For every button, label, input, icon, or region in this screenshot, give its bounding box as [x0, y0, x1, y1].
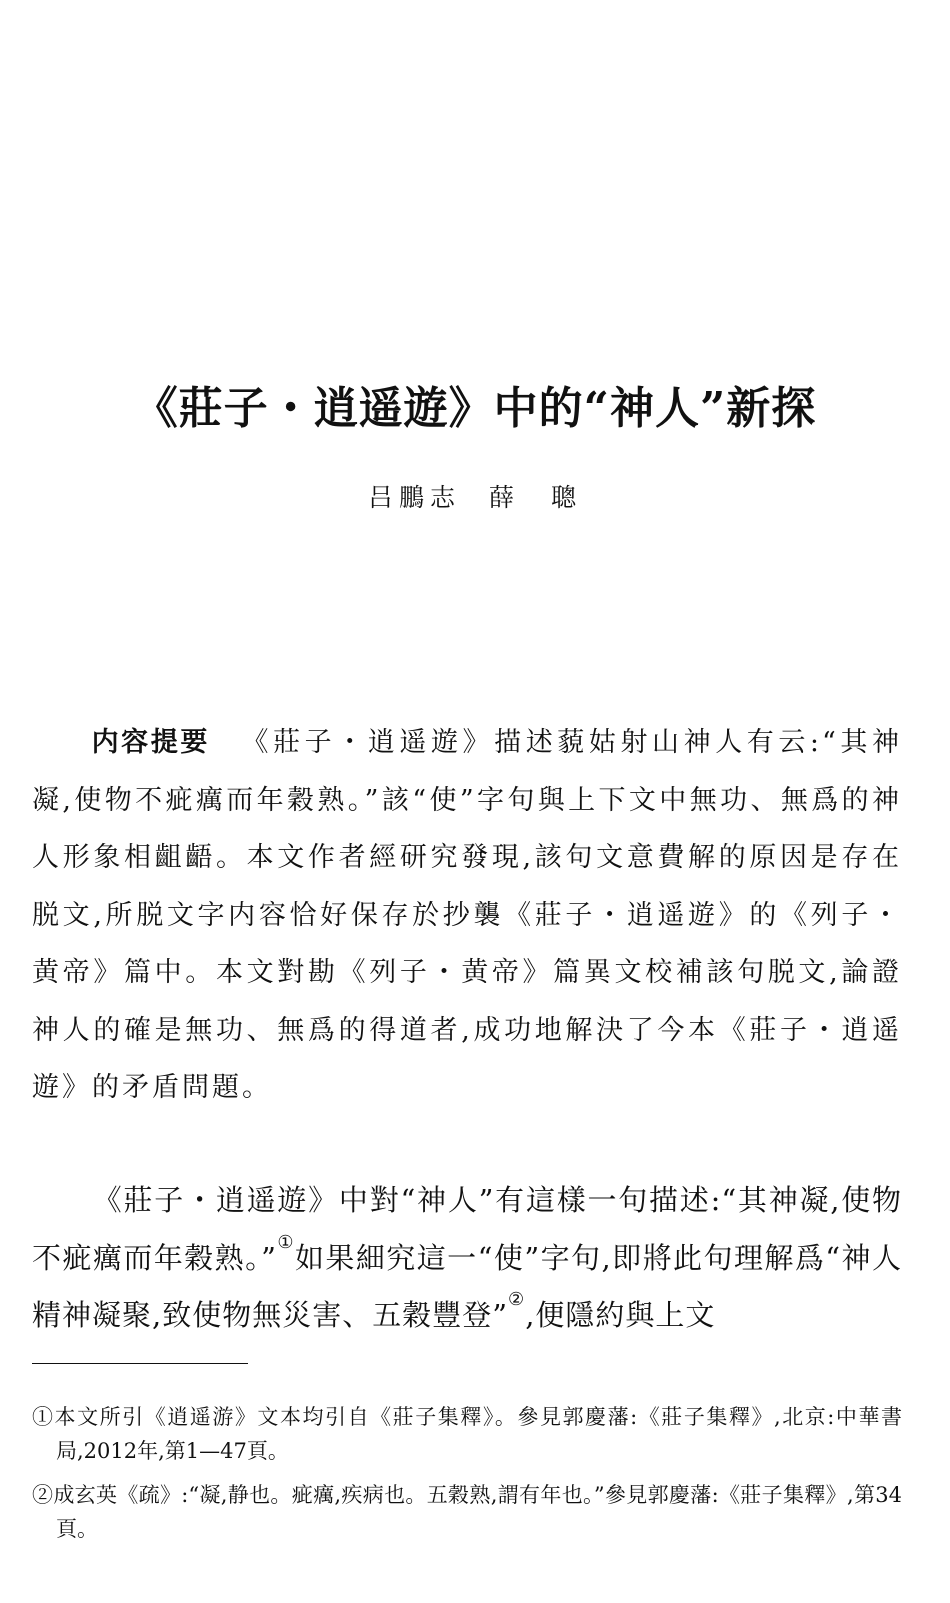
author-name: 吕鵬志	[367, 483, 461, 512]
footnote-2: ②成玄英《疏》:“凝,静也。疵癘,疾病也。五穀熟,謂有年也。”參見郭慶藩:《莊子集釋》,第34頁。	[32, 1483, 902, 1541]
abstract-label: 内容提要	[90, 727, 210, 758]
abstract-text: 《莊子・逍遥遊》描述藐姑射山神人有云:“其神凝,使物不疵癘而年穀熟。”該“使”字句與上下文中無功、無爲的神人形象相齟齬。本文作者經研究發現,該句文意費解的原因是存在脱文,所脱文字内容恰好保存於抄襲《莊子・逍遥遊》的《列子・黄帝》篇中。本文對勘《列子・黄帝》篇異文校補該句脱文,論證神人的確是無功、無爲的得道者,成功地解決了今本《莊子・逍遥遊》的矛盾問題。	[32, 727, 902, 1103]
article-title: 《莊子・逍遥遊》中的“神人”新探	[133, 383, 817, 434]
footnote-1: ①本文所引《逍遥游》文本均引自《莊子集釋》。參見郭慶藩:《莊子集釋》,北京:中華書局,2012年,第1—47頁。	[32, 1405, 902, 1463]
body-text-part: 《莊子・逍遥遊》中對“神人”有這樣一句描述:“其神凝,使物不疵癘而年穀熟。”	[32, 1183, 902, 1275]
body-paragraph	[32, 1172, 902, 1345]
footnote-ref-2[interactable]: ②	[508, 1289, 526, 1310]
footnote-divider	[32, 1363, 248, 1364]
author-line	[0, 478, 950, 514]
footnotes	[32, 1400, 902, 1556]
author-name: 薛 聰	[489, 483, 583, 512]
body-text-part: ,便隱約與上文	[525, 1298, 716, 1332]
body-text-part: 如果細究這一“使”字句,即將此句理解爲“神人精神凝聚,致使物無災害、五穀豐登”	[32, 1240, 903, 1332]
abstract	[32, 714, 902, 1117]
footnote-ref-1[interactable]: ①	[276, 1231, 295, 1253]
